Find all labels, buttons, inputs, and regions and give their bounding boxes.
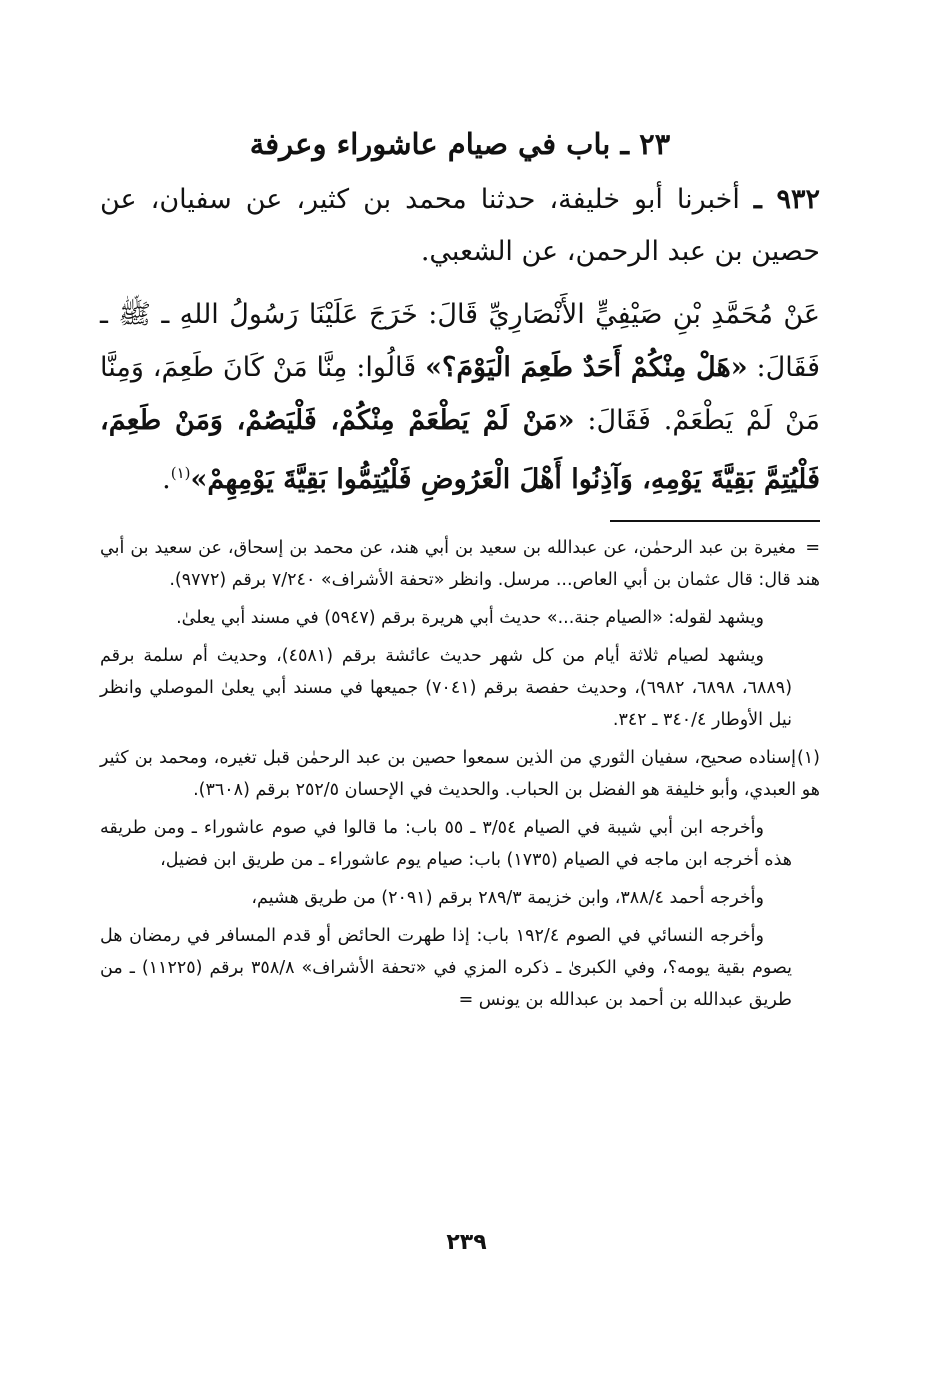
hadith-number: ٩٣٢ ـ xyxy=(753,184,821,215)
footnote-1-paragraph-c: وأخرجه أحمد ٣٨٨/٤، وابن خزيمة ٢٨٩/٣ برقم (٢٠٩١) من طريق هشيم، xyxy=(251,888,764,908)
hadith-matn xyxy=(100,288,820,506)
footnote-1-text: إسناده صحيح، سفيان الثوري من الذين سمعوا حصين بن عبد الرحمٰن قبل تغيره، ومحمد بن كثير هو العبدي، وأبو خليفة هو الفضل بن الحباب. والحديث في الإحسان ٢٥٢/٥ برقم (٣٦٠٨). xyxy=(100,748,820,800)
footnote-1-paragraph-b: وأخرجه ابن أبي شيبة في الصيام ٣/٥٤ ـ ٥٥ باب: ما قالوا في صوم عاشوراء ـ ومن طريقه هذه أخرجه ابن ماجه في الصيام (١٧٣٥) باب: صيام يوم عاشوراء ـ من طريق ابن فضيل، xyxy=(100,818,792,870)
continuation-text: مغيرة بن عبد الرحمٰن، عن عبدالله بن سعيد بن أبي هند، عن محمد بن إسحاق، عن سعيد بن أبي هند قال: قال عثمان بن أبي العاص... مرسل. وانظر «تحفة الأشراف» ٧/٢٤٠ برقم (٩٧٧٢). xyxy=(100,538,820,590)
isnad-text: أخبرنا أبو خليفة، حدثنا محمد بن كثير، عن سفيان، عن حصين بن عبد الرحمن، عن الشعبي. xyxy=(100,184,820,267)
continuation-marker: = xyxy=(805,538,820,558)
footnote-1 xyxy=(100,742,820,806)
matn-question: «هَلْ مِنْكُمْ أَحَدٌ طَعِمَ الْيَوْمَ؟» xyxy=(425,352,748,383)
footnote-1-marker: (١) xyxy=(796,748,820,768)
matn-middle: قَالُوا: مِنَّا مَنْ كَانَ طَعِمَ، وَمِنَّا مَنْ لَمْ يَطْعَمْ. فَقَالَ: xyxy=(100,352,820,436)
matn-intro: عَنْ مُحَمَّدِ بْنِ صَيْفِيٍّ الأَنْصَارِيِّ قَالَ: خَرَجَ عَلَيْنَا رَسُولُ اللهِ ـ ﷺ ـ فَقَالَ: xyxy=(100,299,821,383)
matn-final-period: . xyxy=(162,464,171,495)
witness-paragraph-1: ويشهد لقوله: «الصيام جنة...» حديث أبي هريرة برقم (٥٩٤٧) في مسند أبي يعلىٰ. xyxy=(176,608,764,628)
footnote-reference: (١) xyxy=(170,464,191,482)
footnote-continuation xyxy=(100,532,820,596)
matn-ending: «مَنْ لَمْ يَطْعَمْ مِنْكُمْ، فَلْيَصُمْ، وَمَنْ طَعِمَ، فَلْيُتِمَّ بَقِيَّةَ يَوْمِهِ، وَآذِنُوا أَهْلَ الْعَرُوضِ فَلْيُتِمُّوا بَقِيَّةَ يَوْمِهِمْ» xyxy=(100,405,820,495)
page-number: ٢٣٩ xyxy=(446,1230,487,1255)
chapter-title: ٢٣ ـ باب في صيام عاشوراء وعرفة xyxy=(249,127,671,161)
hadith-isnad xyxy=(100,174,820,278)
footnote-separator xyxy=(610,520,820,522)
footnote-witnesses xyxy=(100,602,820,736)
witness-paragraph-2: ويشهد لصيام ثلاثة أيام من كل شهر حديث عائشة برقم (٤٥٨١)، وحديث أم سلمة برقم (٦٨٨٩، ٦٨٩٨، ٦٩٨٢)، وحديث حفصة برقم (٧٠٤١) جميعها في مسند أبي يعلىٰ الموصلي وانظر نيل الأوطار ٣٤٠/٤ ـ ٣٤٢. xyxy=(100,646,793,730)
page-body xyxy=(100,118,820,1022)
footnotes-section xyxy=(100,532,820,1016)
footnote-1-paragraph-d: وأخرجه النسائي في الصوم ١٩٢/٤ باب: إذا طهرت الحائض أو قدم المسافر في رمضان هل يصوم بقية يومه؟، وفي الكبرىٰ ـ ذكره المزي في «تحفة الأشراف» ٣٥٨/٨ برقم (١١٢٢٥) ـ من طريق عبدالله بن أحمد بن عبدالله بن يونس = xyxy=(100,926,793,1010)
footnote-1-continued xyxy=(100,812,820,1016)
